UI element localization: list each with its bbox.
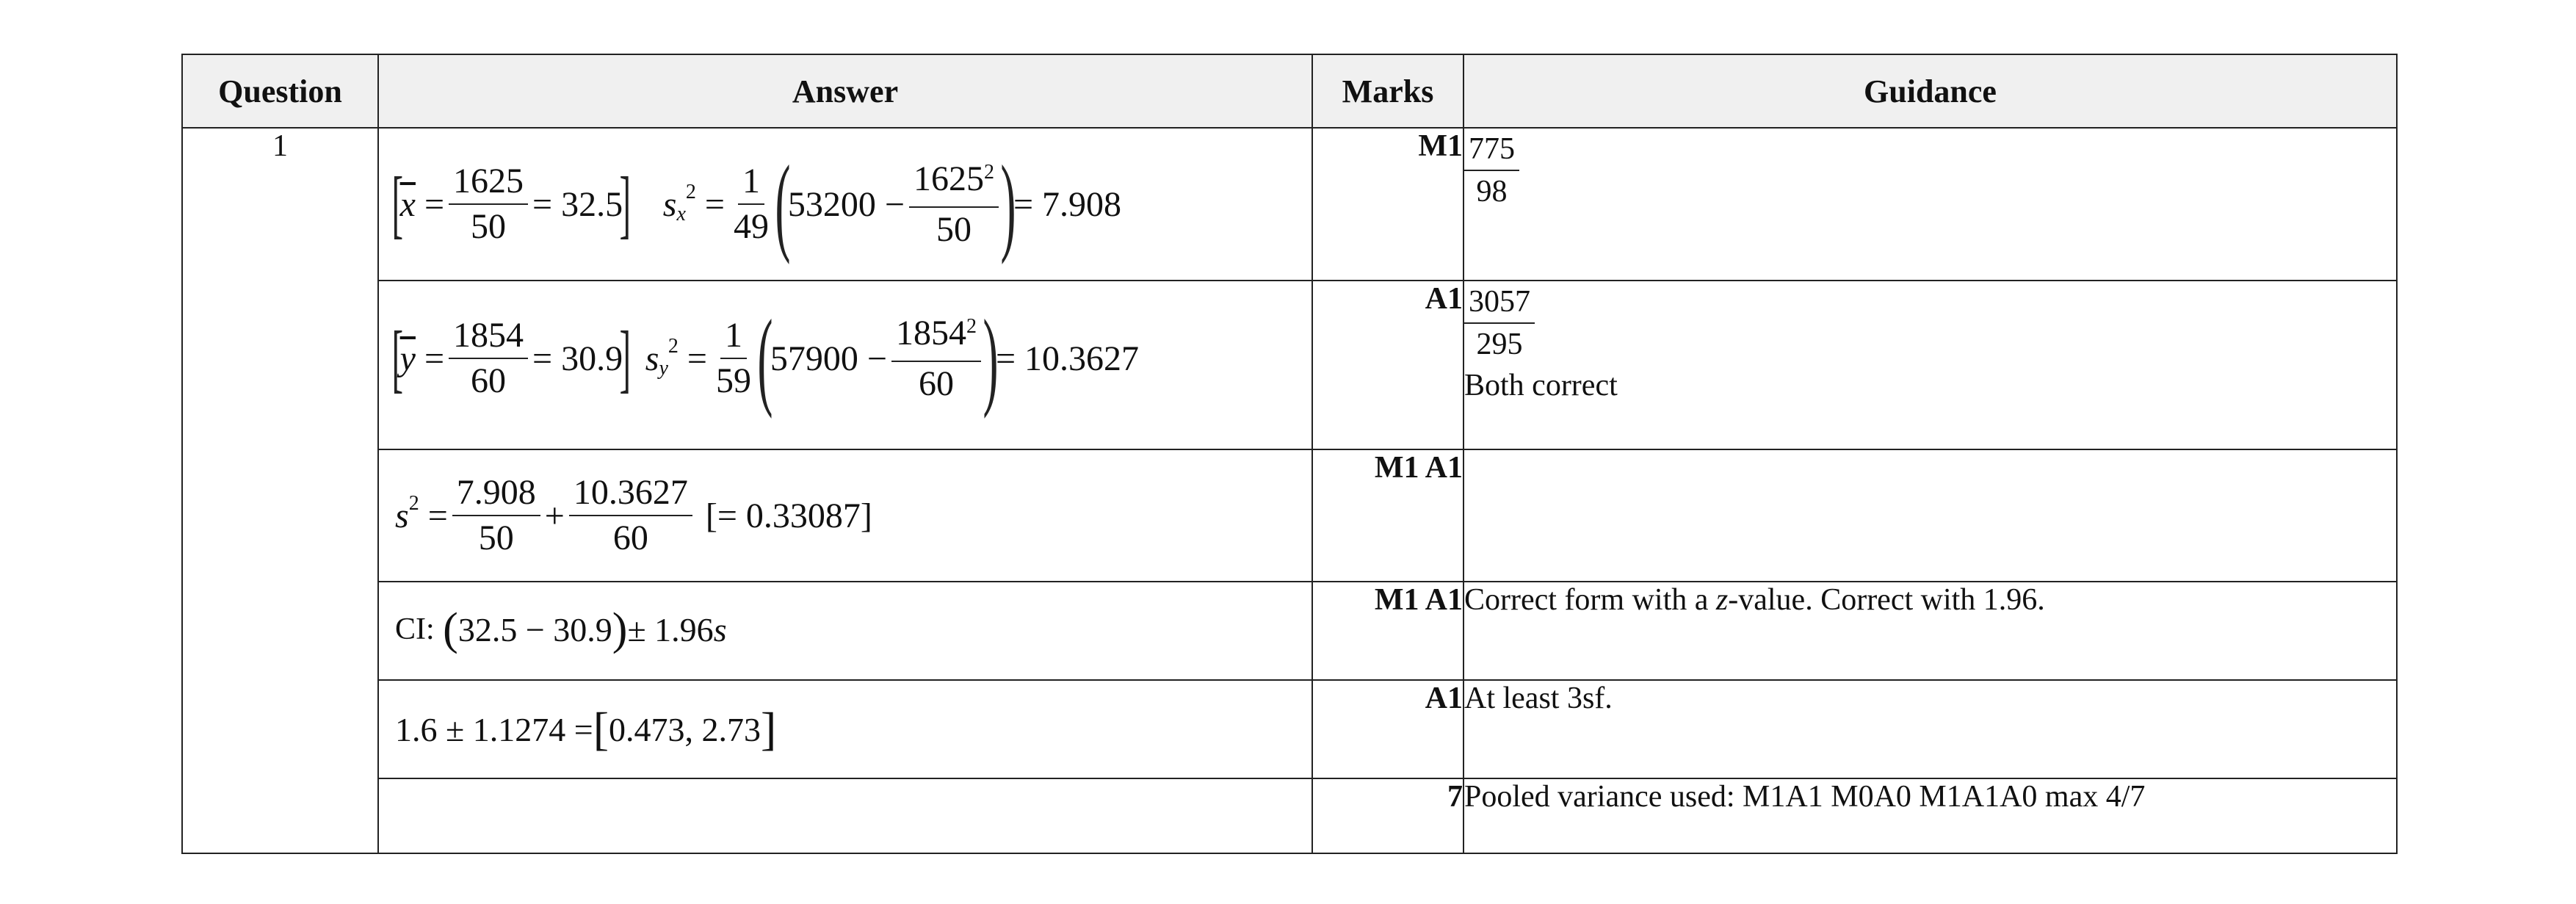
- fraction: $\frac{1625}{50}$: [449, 159, 528, 249]
- table-row: [182, 128, 2397, 281]
- answer-expression: CI: ( 32.5 − 30.9 ) ± 1.96 s: [395, 604, 727, 654]
- guidance-cell: [1464, 128, 2397, 281]
- fraction: $\frac{7.908}{50}$: [452, 471, 540, 560]
- header-answer: Answer: [378, 54, 1312, 128]
- question-number: 1: [182, 128, 378, 853]
- header-row: [182, 54, 2397, 128]
- answer-cell: [378, 680, 1312, 778]
- table-row: [182, 449, 2397, 582]
- fraction: $\frac{10.3627}{60}$: [569, 471, 692, 560]
- guidance-text: Both correct: [1464, 369, 1618, 402]
- table-row: [182, 778, 2397, 853]
- guidance-cell: [1464, 449, 2397, 582]
- guidance-fraction: $\frac{3057}{295}$: [1464, 281, 1535, 365]
- guidance-fraction: $\frac{775}{98}$: [1464, 129, 1519, 212]
- marks-cell: M1 A1: [1312, 582, 1464, 680]
- answer-cell: [378, 582, 1312, 680]
- marks-cell: A1: [1312, 680, 1464, 778]
- table-row: [182, 281, 2397, 449]
- fraction: $\frac{1}{49}$: [729, 159, 773, 249]
- answer-expression: s $^2$ = $\frac{7.908}{50}$ + $\frac{10.3627}{60}$ [= 0.33087]: [379, 450, 1311, 581]
- marks-cell: M1: [1312, 128, 1464, 281]
- fraction: $\frac{1}{59}$: [712, 314, 756, 403]
- answer-cell: [378, 449, 1312, 582]
- answer-expression: 1.6 ± 1.1274 = [ 0.473, 2.73 ]: [395, 703, 777, 755]
- guidance-cell: Pooled variance used: M1A1 M0A0 M1A1A0 max 4/7: [1464, 778, 2397, 853]
- answer-cell: [378, 778, 1312, 853]
- answer-cell: [378, 128, 1312, 281]
- table-row: [182, 680, 2397, 778]
- mark-scheme-table: [181, 54, 2398, 854]
- marks-total: 7: [1312, 778, 1464, 853]
- header-question: Question: [182, 54, 378, 128]
- guidance-cell: At least 3sf.: [1464, 680, 2397, 778]
- header-marks: Marks: [1312, 54, 1464, 128]
- marks-cell: M1 A1: [1312, 449, 1464, 582]
- guidance-cell: Correct form with a z-value. Correct with 1.96.: [1464, 582, 2397, 680]
- fraction: $\frac{1854}{60}$: [449, 314, 528, 403]
- guidance-cell: [1464, 281, 2397, 449]
- table-row: [182, 582, 2397, 680]
- answer-expression: [ $\overline{x}$ = $\frac{1625}{50}$ = 32.5 ] s $_x$ $^2$ = $\frac{1}{49}$ ( 53200 − $\frac{1625^2}{50}$ ) = 7.908: [391, 143, 1122, 265]
- fraction: $\frac{1625^2}{50}$: [909, 157, 999, 252]
- fraction: $\frac{1854^2}{60}$: [891, 311, 981, 406]
- header-guidance: Guidance: [1464, 54, 2397, 128]
- answer-expression: [ $\overline{y}$ = $\frac{1854}{60}$ = 30.9 ] s $_y$ $^2$ = $\frac{1}{59}$ ( 57900 − $\frac{1854^2}{60}$ ) = 10.3627: [391, 297, 1140, 419]
- answer-cell: [378, 281, 1312, 449]
- marks-cell: A1: [1312, 281, 1464, 449]
